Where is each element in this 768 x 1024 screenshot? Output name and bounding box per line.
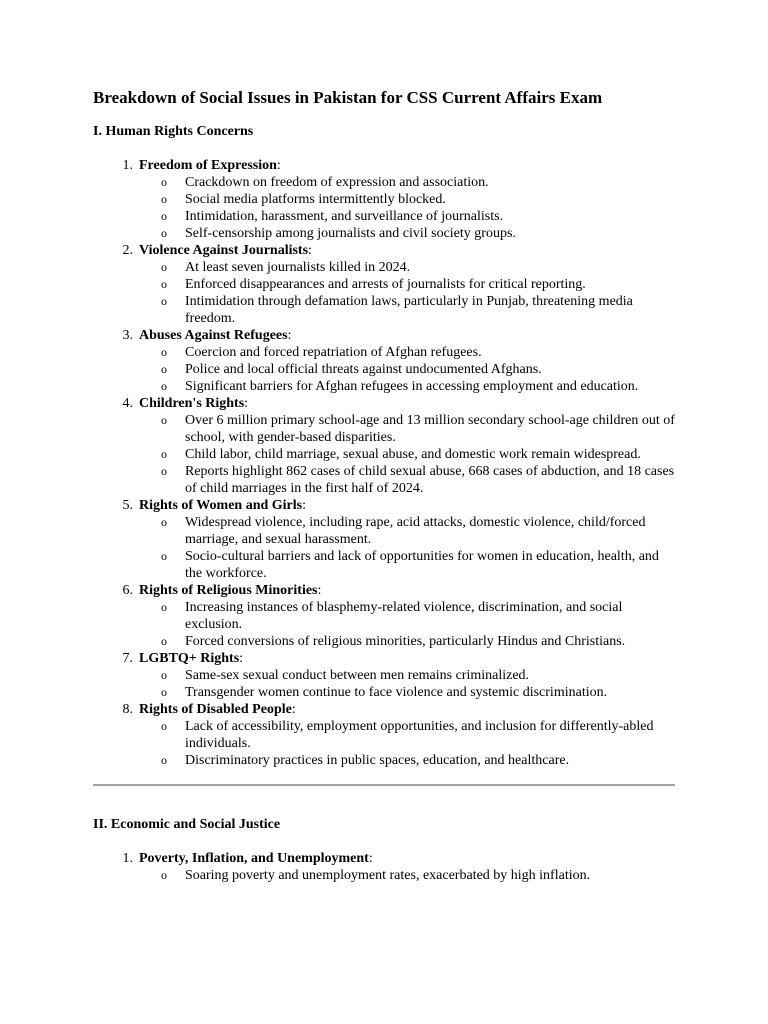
hollow-circle-bullet-icon: o bbox=[161, 413, 167, 427]
section-economic-social-justice bbox=[93, 816, 675, 884]
bullet-item bbox=[139, 276, 675, 293]
bullet-text: Coercion and forced repatriation of Afghan refugees. bbox=[185, 345, 482, 360]
item-number: 1. bbox=[122, 158, 133, 173]
item-title: LGBTQ+ Rights bbox=[139, 651, 240, 666]
item-number: 8. bbox=[122, 702, 133, 717]
item-title: Poverty, Inflation, and Unemployment bbox=[139, 851, 369, 866]
bullet-text: Intimidation, harassment, and surveillance of journalists. bbox=[185, 209, 504, 224]
bullet-text: Crackdown on freedom of expression and association. bbox=[185, 175, 489, 190]
item-heading bbox=[139, 327, 675, 344]
hollow-circle-bullet-icon: o bbox=[161, 447, 167, 461]
hollow-circle-bullet-icon: o bbox=[161, 668, 167, 682]
bullet-text: Enforced disappearances and arrests of journalists for critical reporting. bbox=[185, 277, 586, 292]
bullet-list bbox=[139, 667, 675, 701]
bullet-item bbox=[139, 344, 675, 361]
item-number: 2. bbox=[122, 243, 133, 258]
hollow-circle-bullet-icon: o bbox=[161, 362, 167, 376]
list-item bbox=[93, 850, 675, 884]
bullet-text: Self-censorship among journalists and civil society groups. bbox=[185, 226, 516, 241]
list-item bbox=[93, 157, 675, 242]
bullet-list bbox=[139, 514, 675, 582]
bullet-list bbox=[139, 718, 675, 769]
hollow-circle-bullet-icon: o bbox=[161, 753, 167, 767]
bullet-item bbox=[139, 446, 675, 463]
list-item bbox=[93, 395, 675, 497]
bullet-text: Social media platforms intermittently blocked. bbox=[185, 192, 446, 207]
hollow-circle-bullet-icon: o bbox=[161, 209, 167, 223]
bullet-text: Significant barriers for Afghan refugees in accessing employment and education. bbox=[185, 379, 639, 394]
bullet-text: Police and local official threats against undocumented Afghans. bbox=[185, 362, 542, 377]
hollow-circle-bullet-icon: o bbox=[161, 192, 167, 206]
item-title-colon: : bbox=[308, 243, 312, 258]
item-heading bbox=[139, 650, 675, 667]
item-title: Rights of Women and Girls bbox=[139, 498, 303, 513]
item-heading bbox=[139, 701, 675, 718]
bullet-text: Intimidation through defamation laws, particularly in Punjab, threatening media freedom. bbox=[185, 294, 633, 326]
list-item bbox=[93, 327, 675, 395]
document-content bbox=[93, 87, 675, 884]
item-title-colon: : bbox=[317, 583, 322, 598]
hollow-circle-bullet-icon: o bbox=[161, 600, 167, 614]
item-title-colon: : bbox=[244, 396, 249, 411]
list-item bbox=[93, 582, 675, 650]
bullet-item bbox=[139, 293, 675, 327]
bullet-list bbox=[139, 867, 675, 884]
bullet-text: Same-sex sexual conduct between men remains criminalized. bbox=[185, 668, 530, 683]
hollow-circle-bullet-icon: o bbox=[161, 175, 167, 189]
item-heading bbox=[139, 850, 675, 867]
bullet-item bbox=[139, 599, 675, 633]
bullet-item bbox=[139, 718, 675, 752]
item-title-colon: : bbox=[291, 702, 296, 717]
bullet-item bbox=[139, 361, 675, 378]
item-number: 7. bbox=[122, 651, 133, 666]
list-item bbox=[93, 242, 675, 327]
bullet-text: Socio-cultural barriers and lack of opportunities for women in education, health, and the workforce. bbox=[185, 549, 659, 581]
bullet-item bbox=[139, 174, 675, 191]
bullet-text: Forced conversions of religious minorities, particularly Hindus and Christians. bbox=[185, 634, 626, 649]
hollow-circle-bullet-icon: o bbox=[161, 868, 167, 882]
numbered-list bbox=[93, 157, 675, 769]
hollow-circle-bullet-icon: o bbox=[161, 379, 167, 393]
bullet-text: Lack of accessibility, employment opportunities, and inclusion for differently-abled individuals. bbox=[185, 719, 654, 751]
item-title: Children's Rights bbox=[139, 396, 245, 411]
bullet-item bbox=[139, 633, 675, 650]
item-number: 6. bbox=[122, 583, 133, 598]
item-title: Rights of Religious Minorities bbox=[139, 583, 318, 598]
numbered-list bbox=[93, 850, 675, 884]
hollow-circle-bullet-icon: o bbox=[161, 464, 167, 478]
item-heading bbox=[139, 497, 675, 514]
item-heading bbox=[139, 157, 675, 174]
list-item bbox=[93, 701, 675, 769]
bullet-item bbox=[139, 867, 675, 884]
item-title: Violence Against Journalists bbox=[139, 243, 309, 258]
bullet-text: Reports highlight 862 cases of child sexual abuse, 668 cases of abduction, and 18 cases of child marriages in the first half of 2024. bbox=[185, 464, 675, 496]
list-item bbox=[93, 650, 675, 701]
bullet-list bbox=[139, 174, 675, 242]
document-title: Breakdown of Social Issues in Pakistan for CSS Current Affairs Exam bbox=[93, 88, 603, 107]
bullet-item bbox=[139, 225, 675, 242]
bullet-text: Child labor, child marriage, sexual abuse, and domestic work remain widespread. bbox=[185, 447, 641, 462]
section-heading: II. Economic and Social Justice bbox=[93, 817, 281, 832]
item-title-colon: : bbox=[239, 651, 244, 666]
bullet-text: Discriminatory practices in public spaces, education, and healthcare. bbox=[185, 753, 570, 768]
bullet-item bbox=[139, 667, 675, 684]
bullet-item bbox=[139, 378, 675, 395]
item-number: 5. bbox=[122, 498, 133, 513]
bullet-list bbox=[139, 412, 675, 497]
section-human-rights-concerns bbox=[93, 123, 675, 769]
bullet-item bbox=[139, 463, 675, 497]
item-number: 1. bbox=[122, 851, 133, 866]
bullet-item bbox=[139, 752, 675, 769]
bullet-list bbox=[139, 259, 675, 327]
hollow-circle-bullet-icon: o bbox=[161, 226, 167, 240]
section-heading: I. Human Rights Concerns bbox=[93, 124, 254, 139]
hollow-circle-bullet-icon: o bbox=[161, 294, 167, 308]
bullet-text: Soaring poverty and unemployment rates, exacerbated by high inflation. bbox=[185, 868, 591, 883]
bullet-item bbox=[139, 412, 675, 446]
hollow-circle-bullet-icon: o bbox=[161, 719, 167, 733]
item-title-colon: : bbox=[302, 498, 306, 513]
bullet-text: Increasing instances of blasphemy-related violence, discrimination, and social exclusion. bbox=[185, 600, 623, 632]
bullet-item bbox=[139, 548, 675, 582]
bullet-text: At least seven journalists killed in 2024. bbox=[185, 260, 411, 275]
bullet-item bbox=[139, 208, 675, 225]
hollow-circle-bullet-icon: o bbox=[161, 260, 167, 274]
item-heading bbox=[139, 395, 675, 412]
bullet-text: Transgender women continue to face violence and systemic discrimination. bbox=[185, 685, 608, 700]
bullet-text: Widespread violence, including rape, acid attacks, domestic violence, child/forced marriage, and sexual harassment. bbox=[185, 515, 646, 547]
bullet-item bbox=[139, 684, 675, 701]
bullet-text: Over 6 million primary school-age and 13 million secondary school-age children out of school, with gender-based disparities. bbox=[185, 413, 675, 445]
hollow-circle-bullet-icon: o bbox=[161, 549, 167, 563]
hollow-circle-bullet-icon: o bbox=[161, 685, 167, 699]
item-heading bbox=[139, 242, 675, 259]
item-heading bbox=[139, 582, 675, 599]
bullet-item bbox=[139, 514, 675, 548]
hollow-circle-bullet-icon: o bbox=[161, 634, 167, 648]
item-title: Rights of Disabled People bbox=[139, 702, 292, 717]
bullet-item bbox=[139, 191, 675, 208]
hollow-circle-bullet-icon: o bbox=[161, 277, 167, 291]
item-title-colon: : bbox=[276, 158, 281, 173]
item-title: Freedom of Expression bbox=[139, 158, 277, 173]
item-title: Abuses Against Refugees bbox=[139, 328, 288, 343]
horizontal-rule-divider bbox=[93, 784, 675, 786]
list-item bbox=[93, 497, 675, 582]
bullet-item bbox=[139, 259, 675, 276]
item-title-colon: : bbox=[368, 851, 373, 866]
bullet-list bbox=[139, 344, 675, 395]
bullet-list bbox=[139, 599, 675, 650]
item-title-colon: : bbox=[287, 328, 292, 343]
item-number: 3. bbox=[122, 328, 133, 343]
hollow-circle-bullet-icon: o bbox=[161, 515, 167, 529]
item-number: 4. bbox=[122, 396, 133, 411]
hollow-circle-bullet-icon: o bbox=[161, 345, 167, 359]
